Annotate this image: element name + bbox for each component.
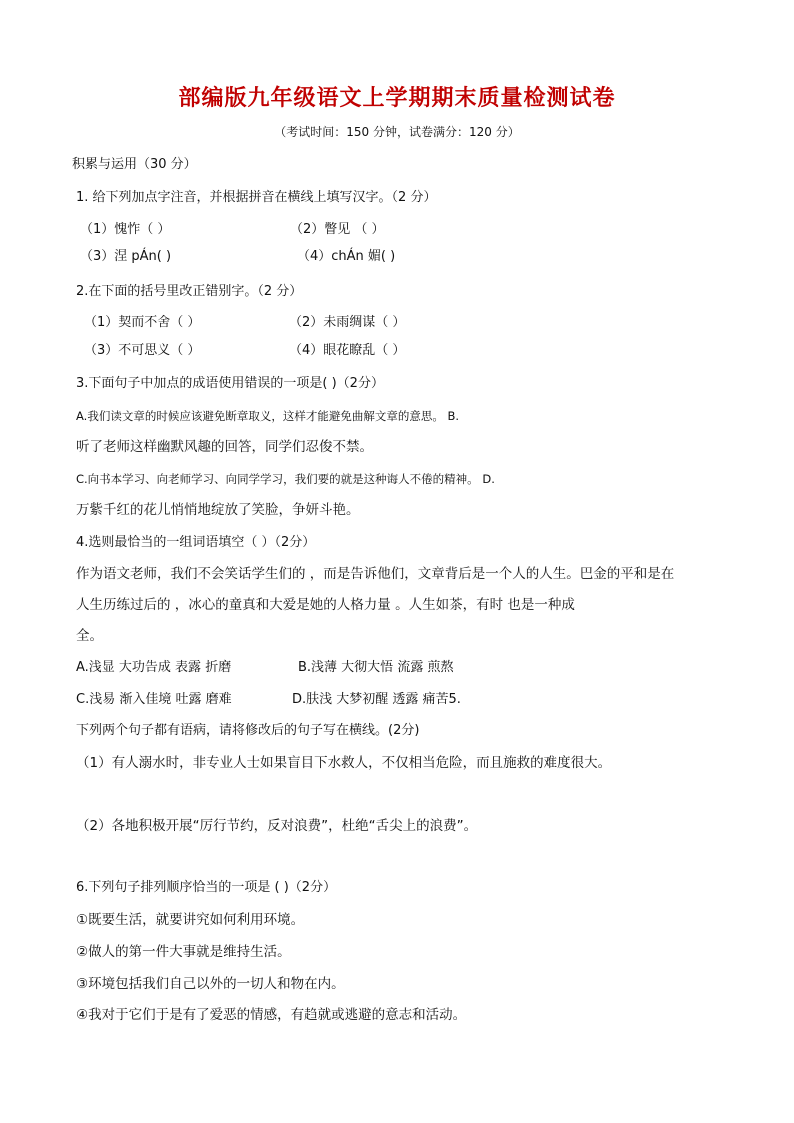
question-3-option-a: A.我们读文章的时候应该避免断章取义，这样才能避免曲解文章的意思。 B. [76,409,460,423]
question-1-item-4: （4）chÁn 媚( ) [297,249,396,264]
question-2-item-2: （2）未雨绸谋（ ） [289,315,406,330]
question-3-option-d: 万紫千红的花儿悄悄地绽放了笑脸，争妍斗艳。 [76,502,360,518]
question-6-sentence-4: ④我对于它们于是有了爱恶的情感，有趋就或逃避的意志和活动。 [76,1007,467,1023]
question-5-stem: 下列两个句子都有语病，请将修改后的句子写在横线。(2分) [76,723,420,738]
question-6-sentence-3: ③环境包括我们自己以外的一切人和物在内。 [76,976,345,992]
exam-info: （考试时间：150 分钟，试卷满分：120 分） [274,125,520,139]
section-heading: 积累与运用（30 分） [72,157,197,172]
question-1-item-2: （2）瞥见 （ ） [290,222,385,237]
question-2-item-4: （4）眼花瞭乱（ ） [289,343,406,358]
page-title: 部编版九年级语文上学期期末质量检测试卷 [178,85,616,111]
question-6-sentence-2: ②做人的第一件大事就是维持生活。 [76,944,291,960]
question-1-item-3: （3）涅 pÁn( ) [80,249,172,264]
question-1-stem: 1. 给下列加点字注音，并根据拼音在横线上填写汉字。（2 分） [76,190,437,205]
question-4-option-d: D.肤浅 大梦初醒 透露 痛苦5. [292,692,461,707]
question-5-sentence-1: （1）有人溺水时，非专业人士如果盲目下水救人，不仅相当危险，而且施救的难度很大。 [76,755,612,771]
question-4-option-c: C.浅易 渐入佳境 吐露 磨难 [76,692,232,707]
question-6-sentence-1: ①既要生活，就要讲究如何利用环境。 [76,912,305,928]
question-6-stem: 6.下列句子排列顺序恰当的一项是 ( )（2分） [76,880,337,895]
question-3-option-c: C.向书本学习、向老师学习、向同学学习，我们要的就是这种诲人不倦的精神。 D. [76,472,495,486]
question-4-passage-line: 作为语文老师，我们不会笑话学生们的 ，而是告诉他们，文章背后是一个人的人生。巴金的平和是在 [76,566,675,582]
question-4-passage-line: 人生历练过后的 ，冰心的童真和大爱是她的人格力量 。人生如茶，有时 也是一种成 [76,597,575,613]
question-4-option-a: A.浅显 大功告成 表露 折磨 [76,660,232,675]
question-4-passage-line: 全。 [76,628,103,644]
question-4-option-b: B.浅薄 大彻大悟 流露 煎熬 [298,660,454,675]
question-3-stem: 3.下面句子中加点的成语使用错误的一项是( )（2分） [76,376,384,391]
question-4-stem: 4.选则最恰当的一组词语填空（ ）（2分） [76,535,316,550]
question-2-item-3: （3）不可思义（ ） [84,343,201,358]
question-2-stem: 2.在下面的括号里改正错别字。（2 分） [76,284,303,299]
question-3-option-b: 听了老师这样幽默风趣的回答，同学们忍俊不禁。 [76,439,373,455]
question-1-item-1: （1）愧怍（ ） [80,222,171,237]
question-2-item-1: （1）契而不舍（ ） [84,315,201,330]
question-5-sentence-2: （2）各地积极开展“厉行节约，反对浪费”，杜绝“舌尖上的浪费”。 [76,818,478,834]
